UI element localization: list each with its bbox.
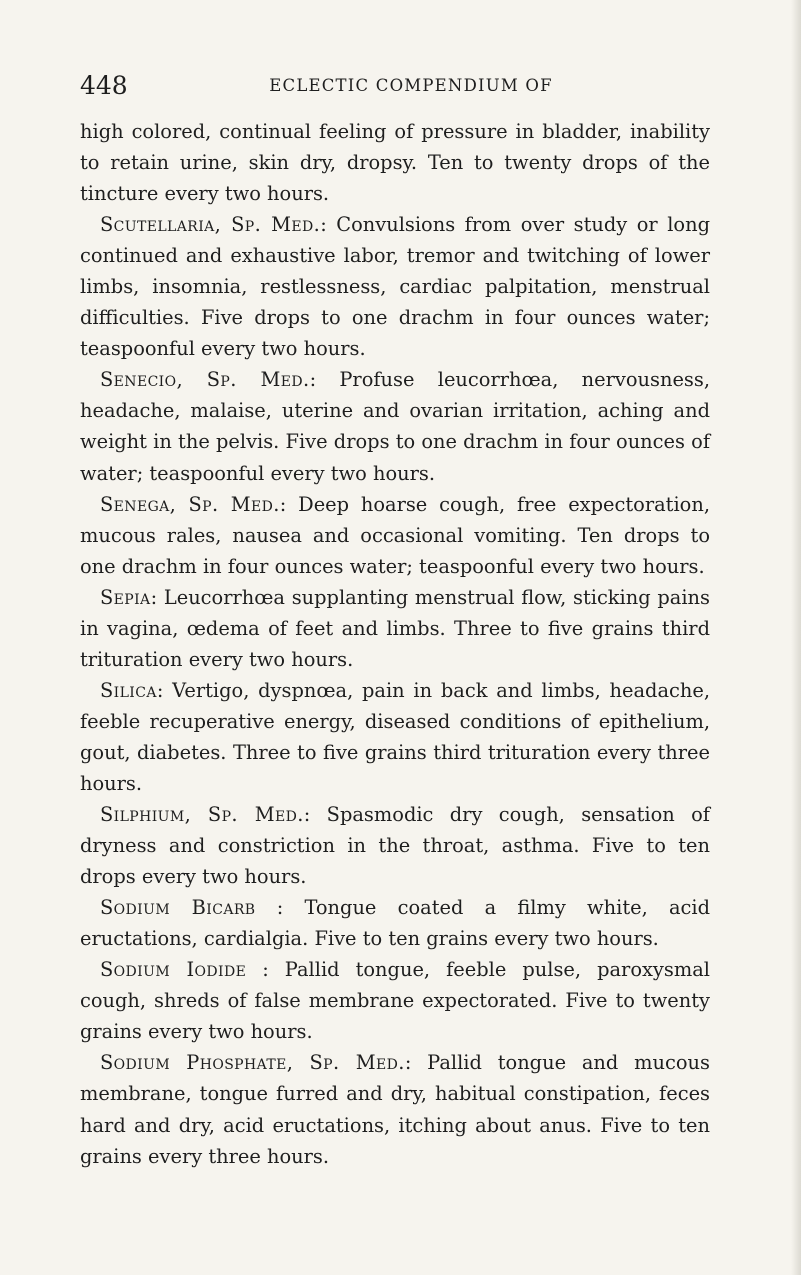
remedy-text: : Profuse leucorrhœa, nervousness, headache, malaise, uterine and ovarian irritation, aching and weight in the pelvis. Five drops to one drachm in four ounces of water; teaspoonful every two hours. xyxy=(80,368,710,485)
entry-sodium-phosphate xyxy=(80,1047,710,1171)
remedy-text: : Deep hoarse cough, free expectoration, mucous rales, nausea and occasional vomiting. Ten drops to one drachm in four ounces water; teaspoonful every two hours. xyxy=(80,492,710,578)
entry-scutellaria xyxy=(80,209,710,364)
remedy-name: Scutellaria, Sp. Med. xyxy=(100,213,321,237)
remedy-text: : Spasmodic dry cough, sensation of dryness and constriction in the throat, asthma. Five to ten drops every two hours. xyxy=(80,803,710,889)
remedy-text: : Pallid tongue and mucous membrane, tongue furred and dry, habitual constipation, feces hard and dry, acid eructations, itching about anus. Five to ten grains every three hours. xyxy=(80,1051,710,1168)
entry-silica xyxy=(80,675,710,799)
running-title: ECLECTIC COMPENDIUM OF xyxy=(269,76,553,95)
page-header xyxy=(80,70,712,102)
entry-sodium-bicarb xyxy=(80,892,710,954)
remedy-name: Sodium Bicarb xyxy=(100,896,256,920)
entry-sepia xyxy=(80,582,710,675)
entry-silphium xyxy=(80,799,710,892)
page-number: 448 xyxy=(80,71,128,100)
remedy-name: Senecio, Sp. Med. xyxy=(100,368,310,392)
remedy-name: Silica xyxy=(100,678,157,702)
remedy-name: Sepia xyxy=(100,585,151,609)
page-body xyxy=(80,116,710,1172)
remedy-name: Sodium Iodide xyxy=(100,958,247,982)
remedy-name: Senega, Sp. Med. xyxy=(100,492,280,516)
remedy-name: Sodium Phosphate, Sp. Med. xyxy=(100,1051,405,1075)
remedy-text: : Leucorrhœa supplanting menstrual flow, sticking pains in vagina, œdema of feet and limbs. Three to five grains third trituration every two hours. xyxy=(80,585,710,671)
remedy-text: : Tongue coated a filmy white, acid eructations, cardialgia. Five to ten grains every two hours. xyxy=(80,896,710,951)
page-edge-shadow xyxy=(791,0,801,1275)
remedy-name: Silphium, Sp. Med. xyxy=(100,803,304,827)
remedy-text: : Vertigo, dyspnœa, pain in back and limbs, headache, feeble recuperative energy, diseased conditions of epithelium, gout, diabetes. Three to five grains third trituration every three hours. xyxy=(80,678,710,795)
remedy-text: : Pallid tongue, feeble pulse, paroxysmal cough, shreds of false membrane expectorated. Five to twenty grains every two hours. xyxy=(80,958,710,1044)
entry-senega xyxy=(80,489,710,582)
remedy-text: : Convulsions from over study or long continued and exhaustive labor, tremor and twitching of lower limbs, insomnia, restlessness, cardiac palpitation, menstrual difficulties. Five drops to one drachm in four ounces water; teaspoonful every two hours. xyxy=(80,213,710,361)
continuation-paragraph: high colored, continual feeling of pressure in bladder, inability to retain urine, skin dry, dropsy. Ten to twenty drops of the tincture every two hours. xyxy=(80,120,710,206)
entry-sodium-iodide xyxy=(80,954,710,1047)
entry-senecio xyxy=(80,364,710,488)
